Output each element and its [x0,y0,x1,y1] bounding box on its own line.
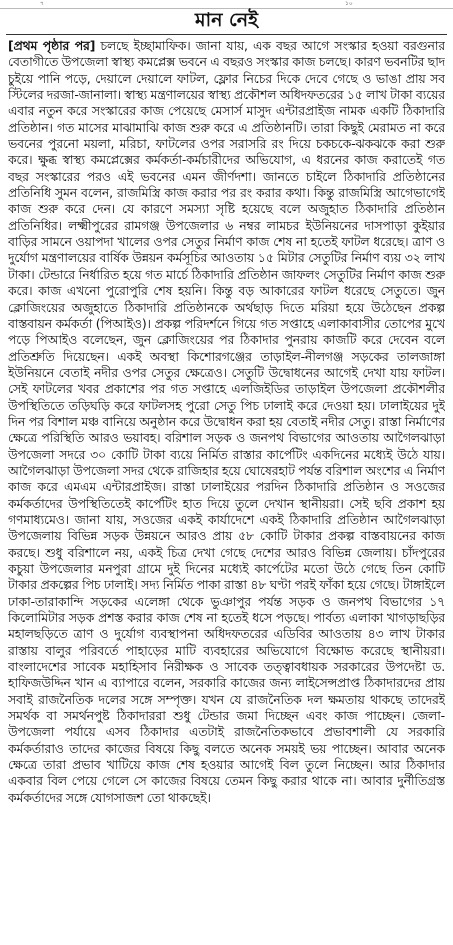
cropped-header-strip [0,0,453,9]
strip-text-right: ১০ [345,0,353,7]
article-headline: মান নেই [195,9,258,31]
strip-text-left: ৭ [40,0,44,7]
headline-divider [6,34,447,35]
article-body: চলছে ইচ্ছামাফিক। জানা যায়, এক বছর আগে সংস্কার হওয়া বরগুনার বেতাগীতে উপজেলা স্বাস্থ্য কমপ্লেক্স ভবনে এ বছরও সংস্কার কাজ চলছে। কারণ ভবনটির ছাদ চুইয়ে পানি পড়ে, দেয়ালে দেয়ালে ফাটল, ফ্লোর নিচের দিকে দেবে গেছে ও ভাঙা প্রায় সব স্টিলের দরজা-জানালা। স্বাস্থ্য মন্ত্রণালয়ের স্বাস্থ্য প্রকৌশল অধিদফতরের ১৫ লাখ টাকা ব্যয়ের এবার নতুন করে সংস্কারের কাজ পেয়েছে মেসার্স মাসুদ এন্টারপ্রাইজ নামক একটি ঠিকাদারি প্রতিষ্ঠান। গত মাসের মাঝামাঝি কাজ শুরু করে এ প্রতিষ্ঠানটি। তারা কিছুই মেরামত না করে ভবনের পুরনো ময়লা, মরিচা, ফাটলের ওপর সরাসরি রং দিয়ে চকচকে-ঝকঝকে করা শুরু করে। ক্ষুব্ধ স্বাস্থ্য কমপ্লেক্সের কর্মকর্তা-কর্মচারীদের অভিযোগ, এ ধরনের কাজ করাতেই গত বছর সংস্কারের পরও এই ভবনের এমন জীর্ণদশা। জানতে চাইলে ঠিকাদারি প্রতিষ্ঠানের প্রতিনিধি সুমন বলেন, রাজমিস্ত্রি কাজ করার পর রং করার কথা। কিন্তু রাজমিস্ত্রি আগেভাগেই কাজ শুরু করে দেন। যে কারণে সমস্যা সৃষ্টি হয়েছে বলে অজুহাত ঠিকাদারি প্রতিষ্ঠান প্রতিনিধির। লক্ষ্মীপুরের রামগঞ্জ উপজেলার ৬ নম্বর লামচর ইউনিয়নের দাসপাড়া কুইয়ার বাড়ির সামনে ওয়াপদা খালের ওপর সেতুর নির্মাণ কাজ শেষ না হতেই ফাটল ধরেছে। ত্রাণ ও দুর্যোগ মন্ত্রণালয়ের বার্ষিক উন্নয়ন কর্মসূচির আওতায় ১৫ মিটার সেতুটির নির্মাণ ব্যয় ৩২ লাখ টাকা। টেন্ডারে নির্ধারিত হয়ে গত মার্চে ঠিকাদারি প্রতিষ্ঠান জাফলং সেতুটির নির্মাণ কাজ শুরু করে। কাজ এখনো পুরোপুরি শেষ হয়নি। কিন্তু বড় আকারের ফাটল ধরেছে সেতুতে। জুন ক্লোজিংয়ের অজুহাতে ঠিকাদারি প্রতিষ্ঠানকে অর্থছাড় দিতে মরিয়া হয়ে উঠেছেন প্রকল্প বাস্তবায়ন কর্মকর্তা (পিআইও)। প্রকল্প পরিদর্শনে গিয়ে গত সপ্তাহে এলাকাবাসীর তোপের মুখে পড়ে পিআইও বলেছেন, জুন ক্লোজিংয়ের পর ঠিকাদার পুনরায় কাজটি করে দেবেন বলে প্রতিশ্রুতি দিয়েছেন। একই অবস্থা কিশোরগঞ্জের তাড়াইল-নীলগঞ্জ সড়কের তালজাঙ্গা ইউনিয়নে বেতাই নদীর ওপর সেতুর ক্ষেত্রেও। সেতুটি উদ্বোধনের আগেই দেখা যায় ফাটল। সেই ফাটলের খবর প্রকাশের পর গত সপ্তাহে এলজিইডির তাড়াইল উপজেলা প্রকৌশলীর উপস্থিতিতে তড়িঘড়ি করে ফাটলসহ পুরো সেতু পিচ ঢালাই করে দেওয়া হয়। ঢালাইয়ের দুই দিন পর বিশাল মঞ্চ বানিয়ে অনুষ্ঠান করে উদ্বোধন করা হয় বেতাই নদীর সেতু। রাস্তা নির্মাণের ক্ষেত্রে পরিস্থিতি আরও ভয়াবহ। বরিশাল সড়ক ও জনপথ বিভাগের আওতায় আগৈলঝাড়া উপজেলা সদরে ৩০ কোটি টাকা ব্যয়ে নির্মিত রাস্তার কার্পেটিং একদিনের মধ্যেই উঠে যায়। আগৈলঝাড়া উপজেলা সদর থেকে রাজিহার হয়ে ঘোষেরহাট পর্যন্ত বরিশাল অংশের এ নির্মাণ কাজ করে এমএম এন্টারপ্রাইজ। রাস্তা ঢালাইয়ের পরদিন ঠিকাদারি প্রতিষ্ঠান ও সওজের কর্মকর্তাদের উপস্থিতিতেই কার্পেটিং হাত দিয়ে তুলে দেখান স্থানীয়রা। সেই ছবি প্রকাশ হয় গণমাধ্যমেও। জানা যায়, সওজের একই কার্যাদেশে একই ঠিকাদারি প্রতিষ্ঠান আগৈলঝাড়া উপজেলায় বিভিন্ন সড়ক উন্নয়নে আরও প্রায় ৫৮ কোটি টাকার প্রকল্প বাস্তবায়নের কাজ করছে। শুধু বরিশালে নয়, একই চিত্র দেখা গেছে দেশের আরও বিভিন্ন জেলায়। চাঁদপুরের কচুয়া উপজেলার মনপুরা গ্রামে দুই দিনের মধ্যেই কার্পেটের মতো উঠে গেছে তিন কোটি টাকার প্রকল্পের পিচ ঢালাই। সদ্য নির্মিত পাকা রাস্তা ৪৮ ঘণ্টা পরই ফাঁকা হয়ে গেছে। টাঙ্গাইলে ঢাকা-তারাকান্দি সড়কের এলেঙ্গা থেকে ভুঞাপুর পর্যন্ত সড়ক ও জনপথ বিভাগের ১৭ কিলোমিটার সড়ক প্রশস্ত করার কাজ শেষ না হতেই ধসে পড়ছে। পার্বত্য এলাকা খাগড়াছড়ির মহালছড়িতে ত্রাণ ও দুর্যোগ ব্যবস্থাপনা অধিদফতরের এডিবির আওতায় ৪৩ লাখ টাকার রাস্তায় বালুর পরিবর্তে পাহাড়ের মাটি ব্যবহারের অভিযোগে বিক্ষোভ করেছে স্থানীয়রা। বাংলাদেশের সাবেক মহাহিসাব নিরীক্ষক ও সাবেক তত্ত্বাবধায়ক সরকারের উপদেষ্টা ড. হাফিজউদ্দিন খান এ ব্যাপারে বলেন, সরকারি কাজের জন্য লাইসেন্সপ্রাপ্ত ঠিকাদারদের প্রায় সবাই রাজনৈতিক দলের সঙ্গে সম্পৃক্ত। যখন যে রাজনৈতিক দল ক্ষমতায় থাকছে তাদেরই সমর্থক বা সমর্থনপুষ্ট ঠিকাদাররা শুধু টেন্ডার জমা দিচ্ছেন এবং কাজ পাচ্ছেন। জেলা-উপজেলা পর্যায়ে এসব ঠিকাদার এতটাই রাজনৈতিকভাবে প্রভাবশালী যে সরকারি কর্মকর্তারাও তাদের কাজের বিষয়ে কিছু বলতে অনেক সময়ই ভয় পাচ্ছেন। আবার অনেক ক্ষেত্রে তারা প্রভাব খাটিয়ে কাজ শেষ হওয়ার আগেই বিল তুলে নিচ্ছেন। আর ঠিকাদার একবার বিল পেয়ে গেলে সে কাজের বিষয়ে তেমন কিছু করার থাকে না। আবার দুর্নীতিগ্রস্ত কর্মকর্তাদের সঙ্গে যোগসাজশ তো থাকছেই। [8,38,445,805]
article-column [8,38,445,940]
article-paragraph [8,38,445,806]
continuation-tag: [প্রথম পৃষ্ঠার পর] [8,38,96,53]
